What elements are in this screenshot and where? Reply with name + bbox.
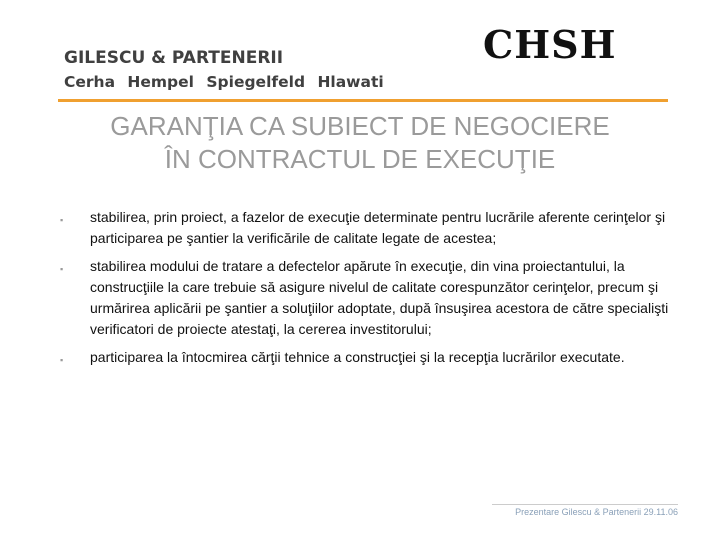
bullet-item [60, 347, 680, 368]
bullet-text: stabilirea, prin proiect, a fazelor de execuţie determinate pentru lucrările aferente cerinţelor şi participarea pe şantier la verificările de calitate legate de acestea; [90, 209, 666, 246]
header-divider [58, 99, 668, 102]
slide-title [40, 110, 680, 176]
square-bullet-icon: ▪ [60, 215, 64, 225]
slide-title-line-2: ÎN CONTRACTUL DE EXECUŢIE [164, 144, 556, 174]
firm-name: GILESCU & PARTENERII [64, 48, 284, 68]
footer-text: Prezentare Gilescu & Partenerii 29.11.06 [515, 507, 678, 517]
chsh-logo: CHSH [483, 22, 617, 67]
footer-divider [492, 504, 678, 505]
partner-names: Cerha Hempel Spiegelfeld Hlawati [64, 73, 384, 91]
square-bullet-icon: ▪ [60, 355, 64, 365]
bullet-item [60, 256, 680, 340]
bullet-item [60, 207, 680, 249]
slide-title-line-1: GARANŢIA CA SUBIECT DE NEGOCIERE [110, 111, 610, 141]
square-bullet-icon: ▪ [60, 264, 64, 274]
bullet-text: stabilirea modului de tratare a defectelor apărute în execuţie, din vina proiectantului, la construcţiile la care trebuie să asigure nivelul de calitate corespunzător cerinţelor, precum şi urmărirea aplicării pe şantier a soluţiilor adoptate, după însuşirea acestora de către specialişti verificatori de proiecte atestaţi, la cererea investitorului; [90, 258, 669, 337]
bullet-text: participarea la întocmirea cărţii tehnice a construcţiei şi la recepţia lucrărilor executate. [90, 349, 625, 365]
bullet-list [60, 207, 680, 375]
